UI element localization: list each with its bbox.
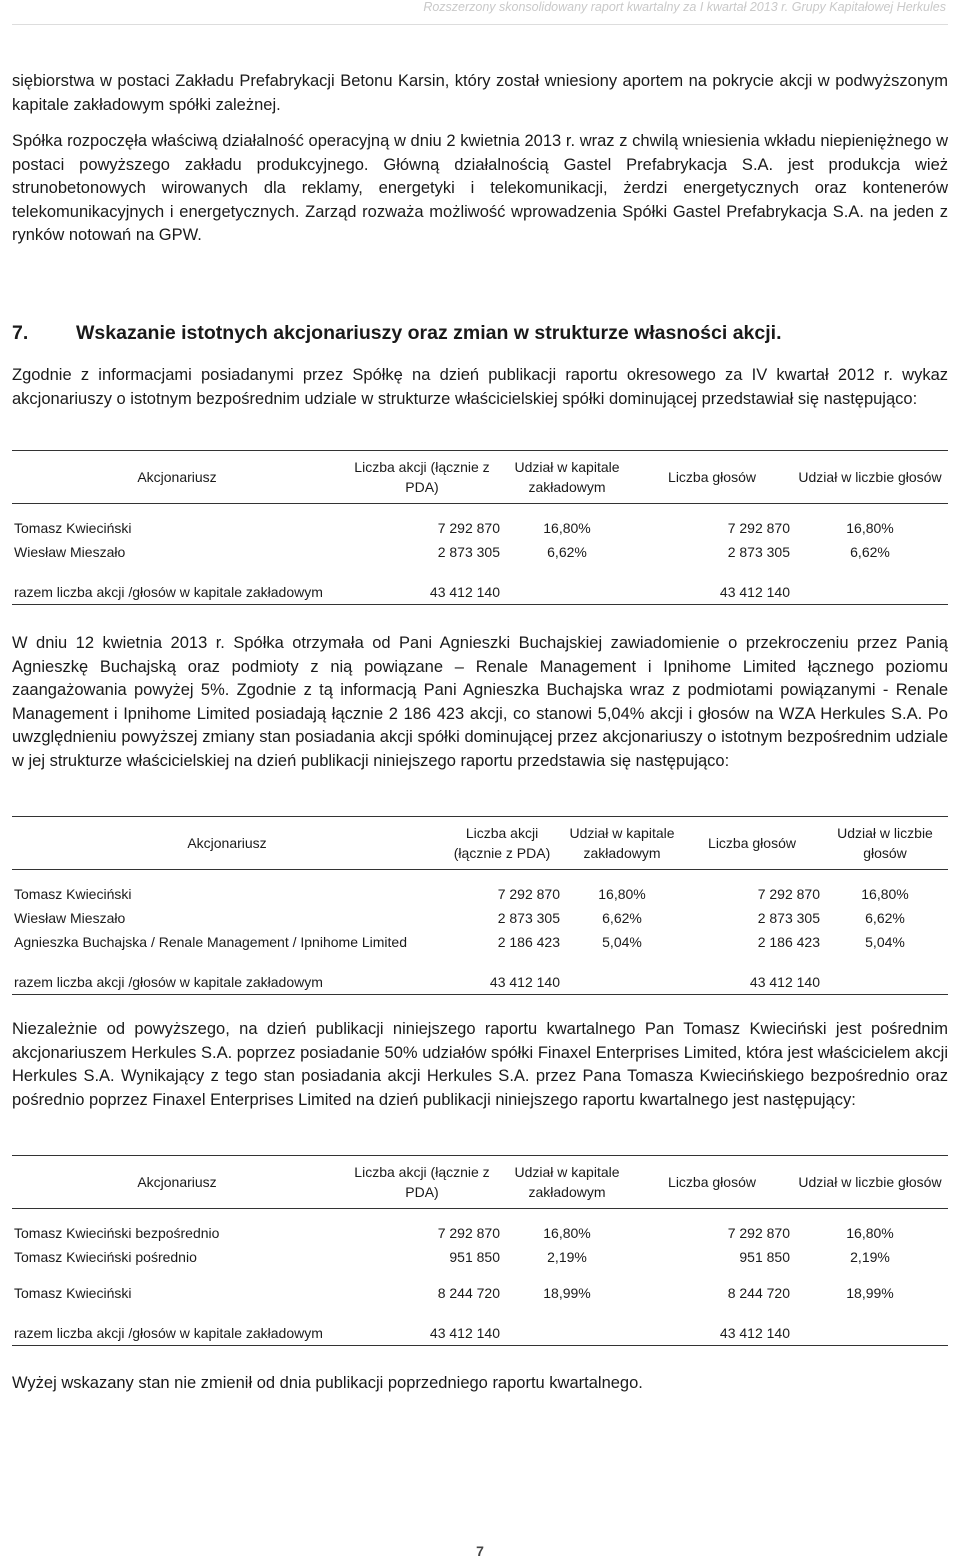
- shareholders-table-q4: [12, 450, 948, 605]
- col-capital-share: Udział w kapitale zakładowym: [502, 1156, 632, 1209]
- table-header: [12, 451, 948, 504]
- table-total-row: razem liczba akcji /głosów w kapitale zakładowym 43 412 140 43 412 140: [12, 580, 948, 605]
- col-vote-share: Udział w liczbie głosów: [792, 451, 948, 504]
- col-votes: Liczba głosów: [632, 1156, 792, 1209]
- page-number: 7: [476, 1543, 484, 1559]
- table-header: [12, 817, 948, 870]
- col-votes: Liczba głosów: [682, 817, 822, 870]
- col-vote-share: Udział w liczbie głosów: [792, 1156, 948, 1209]
- shareholders-table-updated: [12, 816, 948, 995]
- header-rule: [12, 24, 948, 25]
- col-shares: Liczba akcji (łącznie z PDA): [342, 1156, 502, 1209]
- paragraph-buchajska-notice: W dniu 12 kwietnia 2013 r. Spółka otrzymała od Pani Agnieszki Buchajskiej zawiadomienie o przekroczeniu przez Panią Agnieszkę Buchajską oraz podmioty z nią powiązane – Renale Management i Ipnihome Limited łącznego poziomu zaangażowania powyżej 5%. Zgodnie z tą informacją Pani Agnieszka Buchajska wraz z podmiotami powiązanymi - Renale Management i Ipnihome Limited posiadają łącznie 2 186 423 akcji, co stanowi 5,04% akcji i głosów na WZA Herkules S.A. Po uwzględnieniu powyższej zmiany stan posiadania akcji spółki dominującej przez akcjonariuszy o istotnym bezpośrednim udziale w jej strukturze właścicielskiej na dzień publikacji niniejszego raportu przedstawia się następująco:: [12, 634, 948, 770]
- paragraph-shareholders-intro: Zgodnie z informacjami posiadanymi przez Spółkę na dzień publikacji raportu okresowego za IV kwartał 2012 r. wykaz akcjonariuszy o istotnym bezpośrednim udziale w strukturze właścicielskiej spółki dominującej przedstawiał się następująco:: [12, 366, 948, 408]
- table-row: Tomasz Kwieciński 7 292 870 16,80% 7 292 870 16,80%: [14, 520, 894, 536]
- running-header: Rozszerzony skonsolidowany raport kwartalny za I kwartał 2013 r. Grupy Kapitałowej Herkules: [423, 0, 946, 14]
- table-row: Tomasz Kwieciński pośrednio 951 850 2,19% 951 850 2,19%: [14, 1249, 890, 1265]
- table-header: [12, 1156, 948, 1209]
- table-row: Wiesław Mieszało 2 873 305 6,62% 2 873 305 6,62%: [14, 544, 890, 560]
- table-total-row: razem liczba akcji /głosów w kapitale zakładowym 43 412 140 43 412 140: [12, 1321, 948, 1346]
- section-number: 7.: [12, 322, 29, 344]
- col-shareholder: Akcjonariusz: [12, 817, 442, 870]
- col-shareholder: Akcjonariusz: [12, 1156, 342, 1209]
- col-shareholder: Akcjonariusz: [12, 451, 342, 504]
- col-shares: Liczba akcji (łącznie z PDA): [342, 451, 502, 504]
- table-row: Wiesław Mieszało 2 873 305 6,62% 2 873 305 6,62%: [14, 910, 905, 926]
- table-sum-row: Tomasz Kwieciński 8 244 720 18,99% 8 244 720 18,99%: [14, 1285, 894, 1301]
- shareholders-table-kwiecinski: [12, 1155, 948, 1346]
- table-row: Tomasz Kwieciński 7 292 870 16,80% 7 292 870 16,80%: [14, 886, 909, 902]
- section-title: Wskazanie istotnych akcjonariuszy oraz zmian w strukturze własności akcji.: [76, 322, 782, 344]
- table-row: Agnieszka Buchajska / Renale Management / Ipnihome Limited 2 186 423 5,04% 2 186 423 5,04%: [14, 934, 905, 950]
- col-votes: Liczba głosów: [632, 451, 792, 504]
- section-heading: [12, 322, 948, 345]
- table-total-row: razem liczba akcji /głosów w kapitale zakładowym 43 412 140 43 412 140: [12, 970, 948, 995]
- paragraph-gastel: Spółka rozpoczęła właściwą działalność operacyjną w dniu 2 kwietnia 2013 r. wraz z chwilą wniesienia wkładu niepieniężnego w postaci powyższego zakładu produkcyjnego. Główną działalnością Gastel Prefabrykacja S.A. jest produkcja wież strunobetonowych wirowanych dla reklamy, energetyki i telekomunikacji, żerdzi energetycznych oraz kontenerów telekomunikacyjnych i energetycznych. Zarząd rozważa możliwość wprowadzenia Spółki Gastel Prefabrykacja S.A. na jeden z rynków notowań na GPW.: [12, 132, 948, 244]
- paragraph-indirect-holding: Niezależnie od powyższego, na dzień publikacji niniejszego raportu kwartalnego Pan Tomasz Kwieciński jest pośrednim akcjonariuszem Herkules S.A. poprzez posiadanie 50% udziałów spółki Finaxel Enterprises Limited, która jest właścicielem akcji Herkules S.A. Wynikający z tego stan posiadania akcji Herkules S.A. przez Pana Tomasza Kwiecińskiego bezpośrednio oraz pośrednio poprzez Finaxel Enterprises Limited na dzień publikacji niniejszego raportu kwartalnego jest następujący:: [12, 1020, 948, 1109]
- col-capital-share: Udział w kapitale zakładowym: [502, 451, 632, 504]
- paragraph-continuation: siębiorstwa w postaci Zakładu Prefabrykacji Betonu Karsin, który został wniesiony aportem na pokrycie akcji w podwyższonym kapitale zakładowym spółki zależnej.: [12, 72, 948, 114]
- table-row: Tomasz Kwieciński bezpośrednio 7 292 870 16,80% 7 292 870 16,80%: [14, 1225, 894, 1241]
- paragraph-closing: Wyżej wskazany stan nie zmienił od dnia publikacji poprzedniego raportu kwartalnego.: [12, 1374, 643, 1392]
- col-shares: Liczba akcji (łącznie z PDA): [442, 817, 562, 870]
- col-capital-share: Udział w kapitale zakładowym: [562, 817, 682, 870]
- col-vote-share: Udział w liczbie głosów: [822, 817, 948, 870]
